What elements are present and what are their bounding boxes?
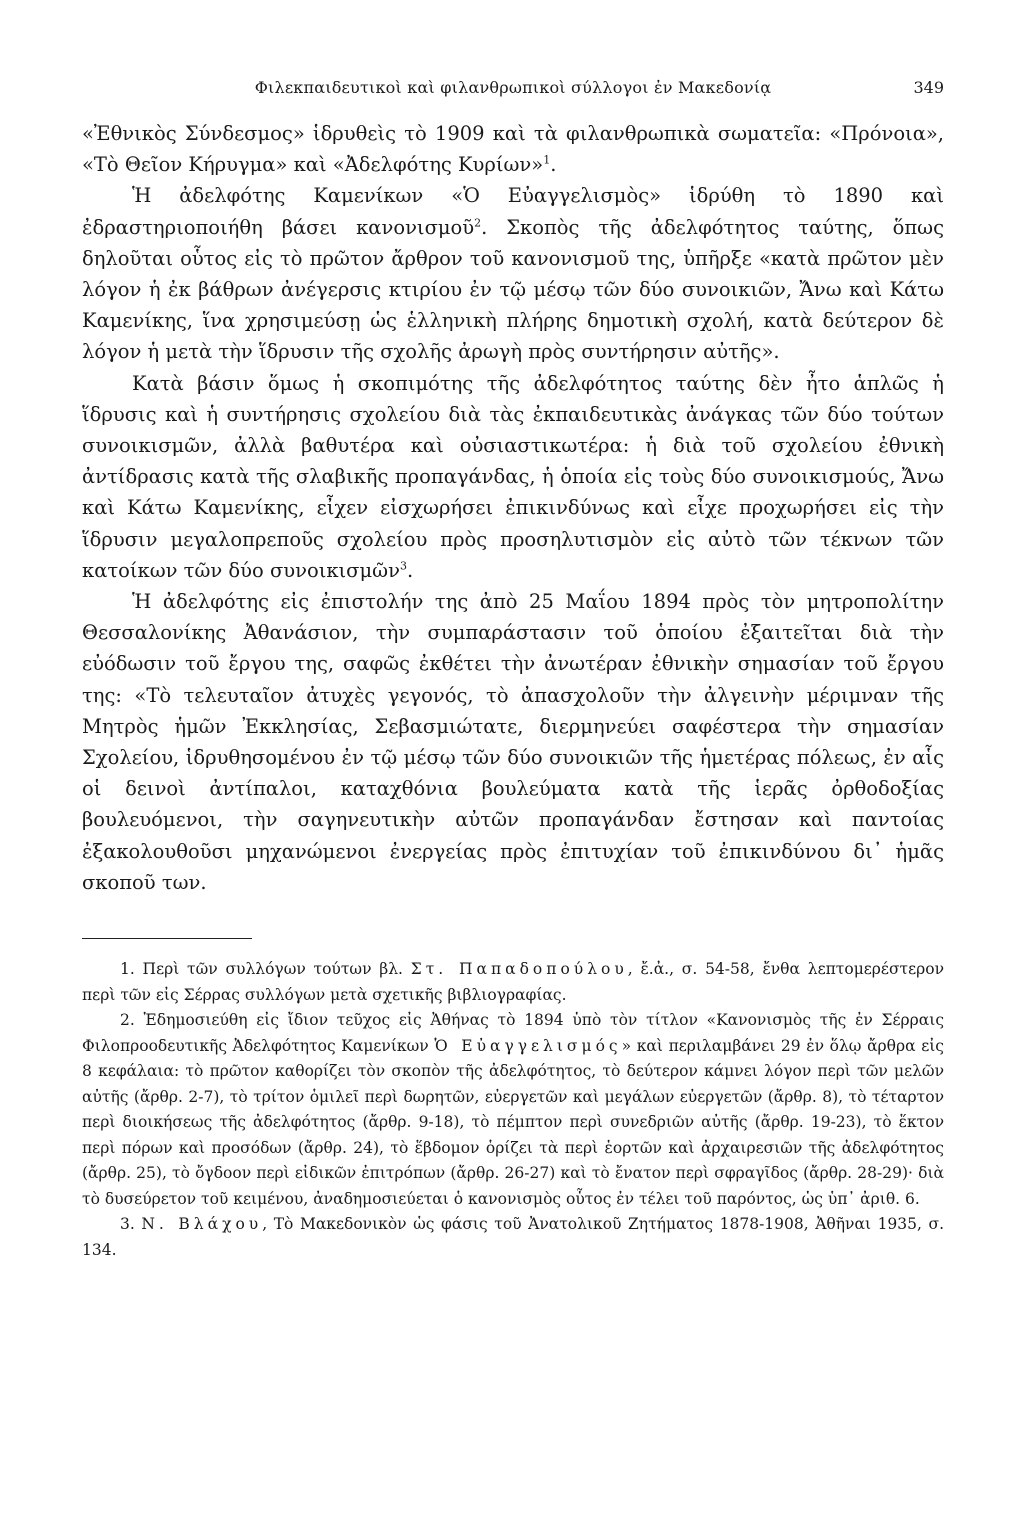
footnote-ref-3: 3 [399,559,407,573]
footnote-1 [82,957,944,1008]
paragraph-1-end: . [550,153,557,177]
footnote-ref-1: 1 [543,153,551,167]
footnote-separator [82,938,252,939]
body-text [82,118,944,898]
paragraph-2 [82,180,944,367]
running-header [82,78,944,104]
footnote-2-rest: » καὶ περιλαμβάνει 29 ἐν ὅλῳ ἄρθρα εἰς 8 κεφάλαια: τὸ πρῶτον καθορίζει τὸν σκοπὸν τῆς ἀδελφότητος, τὸ δεύτερον κάμνει λόγον περὶ τῶν μελῶν αὐτῆς (ἄρθρ. 2-7), τὸ τρίτον ὁμιλεῖ περὶ δωρητῶν, εὐεργετῶν καὶ μεγάλων εὐεργετῶν (ἄρθρ. 8), τὸ τέταρτον περὶ διοικήσεως τῆς ἀδελφότητος (ἄρθρ. 9-18), τὸ πέμπτον περὶ συνεδριῶν αὐτῆς (ἄρθρ. 19-23), τὸ ἕκτον περὶ πόρων καὶ προσόδων (ἄρθρ. 24), τὸ ἕβδομον ὁρίζει τὰ περὶ ἑορτῶν καὶ ἀρχαιρεσιῶν τῆς ἀδελφότητος (ἄρθρ. 25), τὸ ὄγδοον περὶ εἰδικῶν ἐπιτρόπων (ἄρθρ. 26-27) καὶ τὸ ἔνατον περὶ σφραγῖδος (ἄρθρ. 28-29)· διὰ τὸ δυσεύρετον τοῦ κειμένου, ἀναδημοσιεύεται ὁ κανονισμὸς οὗτος ἐν τέλει τοῦ παρόντος, ὡς ὑπ᾿ ἀριθ. 6. [82,1036,944,1208]
footnote-3 [82,1212,944,1263]
footnote-2-title: Ὁ Εὐαγγελισμός [434,1036,622,1055]
footnote-3-text: 3. [120,1215,142,1234]
footnotes [82,957,944,1263]
footnote-3-rest: , Τὸ Μακεδονικὸν ὡς φάσις τοῦ Ἀνατολικοῦ Ζητήματος 1878-1908, Ἀθῆναι 1935, σ. 134. [82,1215,945,1259]
paragraph-2-end: . Σκοπὸς τῆς ἀδελφότητος ταύτης, ὅπως δηλοῦται οὗτος εἰς τὸ πρῶτον ἄρθρον τοῦ κανονισμοῦ της, ὑπῆρξε «κατὰ πρῶτον μὲν λόγον ἡ ἐκ βάθρων ἀνέγερσις κτιρίου ἐν τῷ μέσῳ τῶν δύο συνοικιῶν, Ἄνω καὶ Κάτω Καμενίκης, ἵνα χρησιμεύσῃ ὡς ἑλληνικὴ πλήρης δημοτικὴ σχολή, κατὰ δεύτερον δὲ λόγον ἡ μετὰ τὴν ἵδρυσιν τῆς σχολῆς ἀρωγὴ πρὸς συντήρησιν αὐτῆς». [82,215,944,364]
footnote-1-text: 1. Περὶ τῶν συλλόγων τούτων βλ. [120,960,411,979]
running-title: Φιλεκπαιδευτικοὶ καὶ φιλανθρωπικοὶ σύλλογοι ἐν Μακεδονίᾳ [254,78,772,97]
footnote-3-author: Ν. Βλάχου [141,1215,263,1234]
page-number: 349 [913,78,944,97]
paragraph-3 [82,368,944,586]
footnote-1-author: Στ. Παπαδοπούλου [410,960,628,979]
paragraph-4: Ἡ ἀδελφότης εἰς ἐπιστολήν της ἀπὸ 25 Μαΐου 1894 πρὸς τὸν μητροπολίτην Θεσσαλονίκης Ἀθανάσιον, τὴν συμπαράστασιν τοῦ ὁποίου ἐξαιτεῖται διὰ τὴν εὐόδωσιν τοῦ ἔργου της, σαφῶς ἐκθέτει τὴν ἀνωτέραν ἐθνικὴν σημασίαν τοῦ ἔργου της: «Τὸ τελευταῖον ἀτυχὲς γεγονός, τὸ ἀπασχολοῦν τὴν ἀλγεινὴν μέριμναν τῆς Μητρὸς ἡμῶν Ἐκκλησίας, Σεβασμιώτατε, διερμηνεύει σαφέστερα τὴν σημασίαν Σχολείου, ἱδρυθησομένου ἐν τῷ μέσῳ τῶν δύο συνοικιῶν τῆς ἡμετέρας πόλεως, ἐν αἷς οἱ δεινοὶ ἀντίπαλοι, καταχθόνια βουλεύματα κατὰ τῆς ἱερᾶς ὀρθοδοξίας βουλευόμενοι, τὴν σαγηνευτικὴν αὐτῶν προπαγάνδαν ἔστησαν καὶ παντοίας ἐξακολουθοῦσι μηχανώμενοι ἐνεργείας πρὸς ἐπιτυχίαν τοῦ ἐπικινδύνου δι᾿ ἡμᾶς σκοποῦ των. [82,590,944,894]
paragraph-3-text: Κατὰ βάσιν ὅμως ἡ σκοπιμότης τῆς ἀδελφότητος ταύτης δὲν ἦτο ἁπλῶς ἡ ἵδρυσις καὶ ἡ συντήρησις σχολείου διὰ τὰς ἐκπαιδευτικὰς ἀνάγκας τῶν δύο τούτων συνοικισμῶν, ἀλλὰ βαθυτέρα καὶ οὐσιαστικωτέρα: ἡ διὰ τοῦ σχολείου ἐθνικὴ ἀντίδρασις κατὰ τῆς σλαβικῆς προπαγάνδας, ἡ ὁποία εἰς τοὺς δύο συνοικισμούς, Ἄνω καὶ Κάτω Καμενίκης, εἶχεν εἰσχωρήσει ἐπικινδύνως καὶ εἶχε προχωρήσει εἰς τὴν ἵδρυσιν μεγαλοπρεποῦς σχολείου πρὸς προσηλυτισμὸν εἰς αὐτὸ τῶν τέκνων τῶν κατοίκων τῶν δύο συνοικισμῶν [82,371,944,582]
paragraph-3-end: . [406,558,414,582]
paragraph-1 [82,118,944,180]
footnote-2-text: 2. Ἐδημοσιεύθη εἰς ἴδιον τεῦχος εἰς Ἀθήνας τὸ 1894 ὑπὸ τὸν τίτλον «Κανονισμὸς τῆς ἐν Σέρραις Φιλοπροοδευτικῆς Ἀδελφότητος Καμενίκων [82,1011,944,1055]
footnote-2 [82,1008,944,1212]
paragraph-2-text: Ἡ ἀδελφότης Καμενίκων «Ὁ Εὐαγγελισμὸς» ἱδρύθη τὸ 1890 καὶ ἐδραστηριοποιήθη βάσει κανονισμοῦ [82,184,944,239]
page [82,78,944,1263]
paragraph-1-text: «Ἐθνικὸς Σύνδεσμος» ἱδρυθεὶς τὸ 1909 καὶ τὰ φιλανθρωπικὰ σωματεῖα: «Πρόνοια», «Τὸ Θεῖον Κήρυγμα» καὶ «Ἀδελφότης Κυρίων» [82,122,944,177]
footnote-1-rest: , ἔ.ἀ., σ. 54-58, ἔνθα λεπτομερέστερον περὶ τῶν εἰς Σέρρας συλλόγων μετὰ σχετικῆς βιβλιογραφίας. [82,960,944,1004]
footnote-ref-2: 2 [474,216,482,230]
